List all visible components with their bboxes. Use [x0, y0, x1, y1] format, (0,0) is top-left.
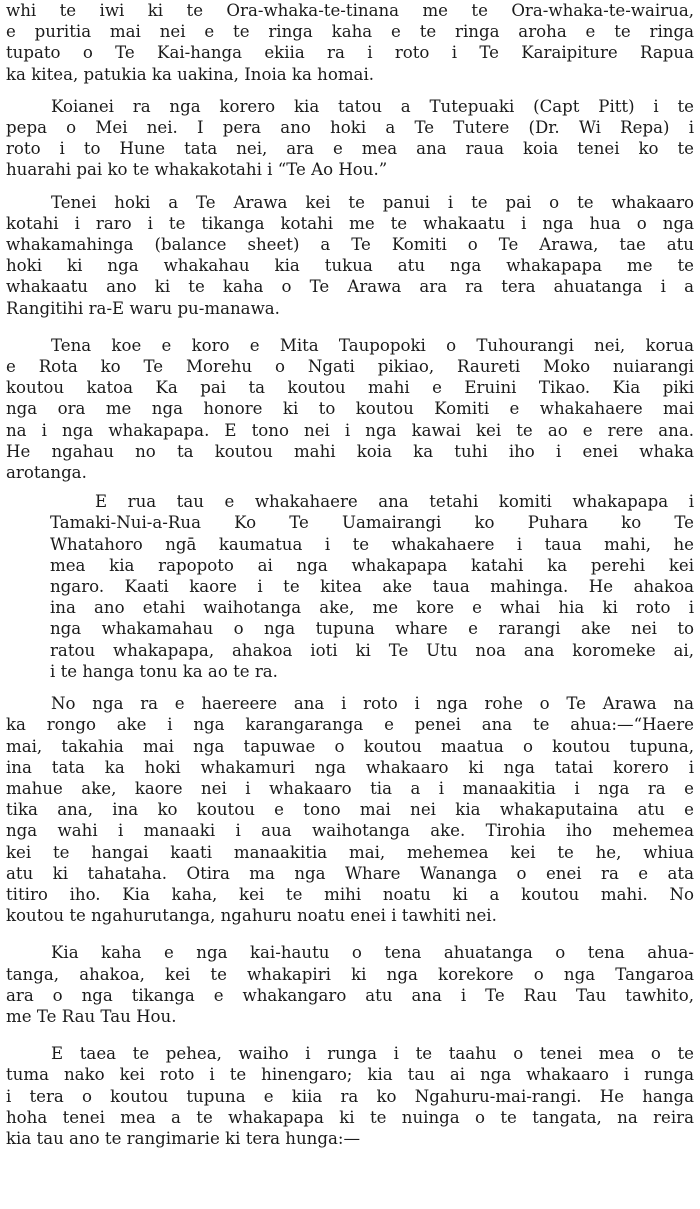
paragraph [6, 491, 694, 682]
text-line: e Rota ko Te Morehu o Ngati pikiao, Raureti Moko nuiarangi [6, 357, 694, 377]
text-line: mahue ake, kaore nei i whakaaro tia a i manaakitia i nga ra e [6, 778, 694, 798]
text-line: ina tata ka hoki whakamuri nga whakaaro ki nga tatai korero i [6, 757, 694, 777]
text-line: ngaro. Kaati kaore i te kitea ake taua mahinga. He ahakoa [50, 577, 694, 597]
text-line: ratou whakapapa, ahakoa ioti ki Te Utu noa ana koromeke ai, [50, 640, 694, 660]
text-line: hoki ki nga whakahau kia tukua atu nga whakapapa me te [6, 256, 694, 276]
text-line: whakaatu ano ki te kaha o Te Arawa ara ra tera ahuatanga i a [6, 277, 694, 297]
text-line: Whatahoro ngā kaumatua i te whakahaere i taua mahi, he [50, 534, 694, 554]
text-line: e puritia mai nei e te ringa kaha e te ringa aroha e te ringa [6, 22, 694, 42]
paragraph [6, 1043, 694, 1149]
text-line: tupato o Te Kai-hanga ekiia ra i roto i Te Karaipiture Rapua [6, 43, 694, 63]
text-line: ka rongo ake i nga karangaranga e penei ana te ahua:—“Haere [6, 715, 694, 735]
text-line: kotahi i raro i te tikanga kotahi me te whakaatu i nga hua o nga [6, 213, 694, 233]
text-line: huarahi pai ko te whakakotahi i “Te Ao Hou.” [6, 160, 388, 180]
text-line: nga whakamahau o nga tupuna whare e rarangi ake nei to [50, 619, 694, 639]
paragraph [6, 942, 694, 1027]
text-line: E taea te pehea, waiho i runga i te taahu o tenei mea o te [51, 1044, 694, 1064]
text-line: atu ki tahataha. Otira ma nga Whare Wananga o enei ra e ata [6, 863, 694, 883]
text-line: No nga ra e haereere ana i roto i nga rohe o Te Arawa na [51, 694, 694, 714]
text-line: hoha tenei mea a te whakapapa ki te nuinga o te tangata, na reira [6, 1107, 694, 1127]
text-line: tanga, ahakoa, kei te whakapiri ki nga korekore o nga Tangaroa [6, 964, 694, 984]
paragraph [6, 693, 694, 926]
text-line: E rua tau e whakahaere ana tetahi komiti whakapapa i [95, 492, 694, 512]
text-line: mea kia rapopoto ai nga whakapapa katahi ka perehi kei [50, 555, 694, 575]
text-line: Rangitihi ra-E waru pu-manawa. [6, 298, 280, 318]
text-line: kia tau ano te rangimarie ki tera hunga:— [6, 1128, 361, 1148]
text-line: roto i to Hune tata nei, ara e mea ana raua koia tenei ko te [6, 139, 694, 159]
text-line: Koianei ra nga korero kia tatou a Tutepuaki (Capt Pitt) i te [51, 96, 694, 116]
text-line: whakamahinga (balance sheet) a Te Komiti o Te Arawa, tae atu [6, 235, 694, 255]
text-line: koutou katoa Ka pai ta koutou mahi e Eruini Tikao. Kia piki [6, 378, 694, 398]
text-line: Tenei hoki a Te Arawa kei te panui i te pai o te whakaaro [51, 192, 694, 212]
text-line: koutou te ngahurutanga, ngahuru noatu enei i tawhiti nei. [6, 906, 497, 926]
text-line: He ngahau no ta koutou mahi koia ka tuhi iho i enei whaka [6, 441, 694, 461]
text-line: me Te Rau Tau Hou. [6, 1006, 177, 1026]
text-line: Kia kaha e nga kai-hautu o tena ahuatanga o tena ahua- [51, 943, 694, 963]
text-line: Tena koe e koro e Mita Taupopoki o Tuhourangi nei, korua [51, 335, 694, 355]
text-line: titiro iho. Kia kaha, kei te mihi noatu ki a koutou mahi. No [6, 884, 694, 904]
text-line: i tera o koutou tupuna e kiia ra ko Ngahuru-mai-rangi. He hanga [6, 1086, 694, 1106]
text-line: tika ana, ina ko koutou e tono mai nei kia whakaputaina atu e [6, 800, 694, 820]
text-line: Tamaki-Nui-a-Rua Ko Te Uamairangi ko Puhara ko Te [50, 513, 694, 533]
text-line: arotanga. [6, 463, 87, 483]
text-line: mai, takahia mai nga tapuwae o koutou maatua o koutou tupuna, [6, 736, 694, 756]
text-line: ka kitea, patukia ka uakina, Inoia ka homai. [6, 64, 375, 84]
text-line: nga ora me nga honore ki to koutou Komiti e whakahaere mai [6, 399, 694, 419]
text-line: nga wahi i manaaki i aua waihotanga ake. Tirohia iho mehemea [6, 821, 694, 841]
text-line: tuma nako kei roto i te hinengaro; kia tau ai nga whakaaro i runga [6, 1065, 694, 1085]
text-line: whi te iwi ki te Ora-whaka-te-tinana me te Ora-whaka-te-wairua, [6, 1, 694, 20]
text-line: kei te hangai kaati manaakitia mai, mehemea kei te he, whiua [6, 842, 694, 862]
text-line: ara o nga tikanga e whakangaro atu ana i Te Rau Tau tawhito, [6, 985, 694, 1005]
text-line: ina ano etahi waihotanga ake, me kore e whai hia ki roto i [50, 598, 694, 618]
text-line: na i nga whakapapa. E tono nei i nga kawai kei te ao e rere ana. [6, 420, 694, 440]
text-line: pepa o Mei nei. I pera ano hoki a Te Tutere (Dr. Wi Repa) i [6, 118, 694, 138]
paragraph [6, 96, 694, 181]
text-line: i te hanga tonu ka ao te ra. [50, 661, 278, 681]
paragraph [6, 335, 694, 483]
paragraph [6, 0, 694, 85]
paragraph [6, 192, 694, 319]
